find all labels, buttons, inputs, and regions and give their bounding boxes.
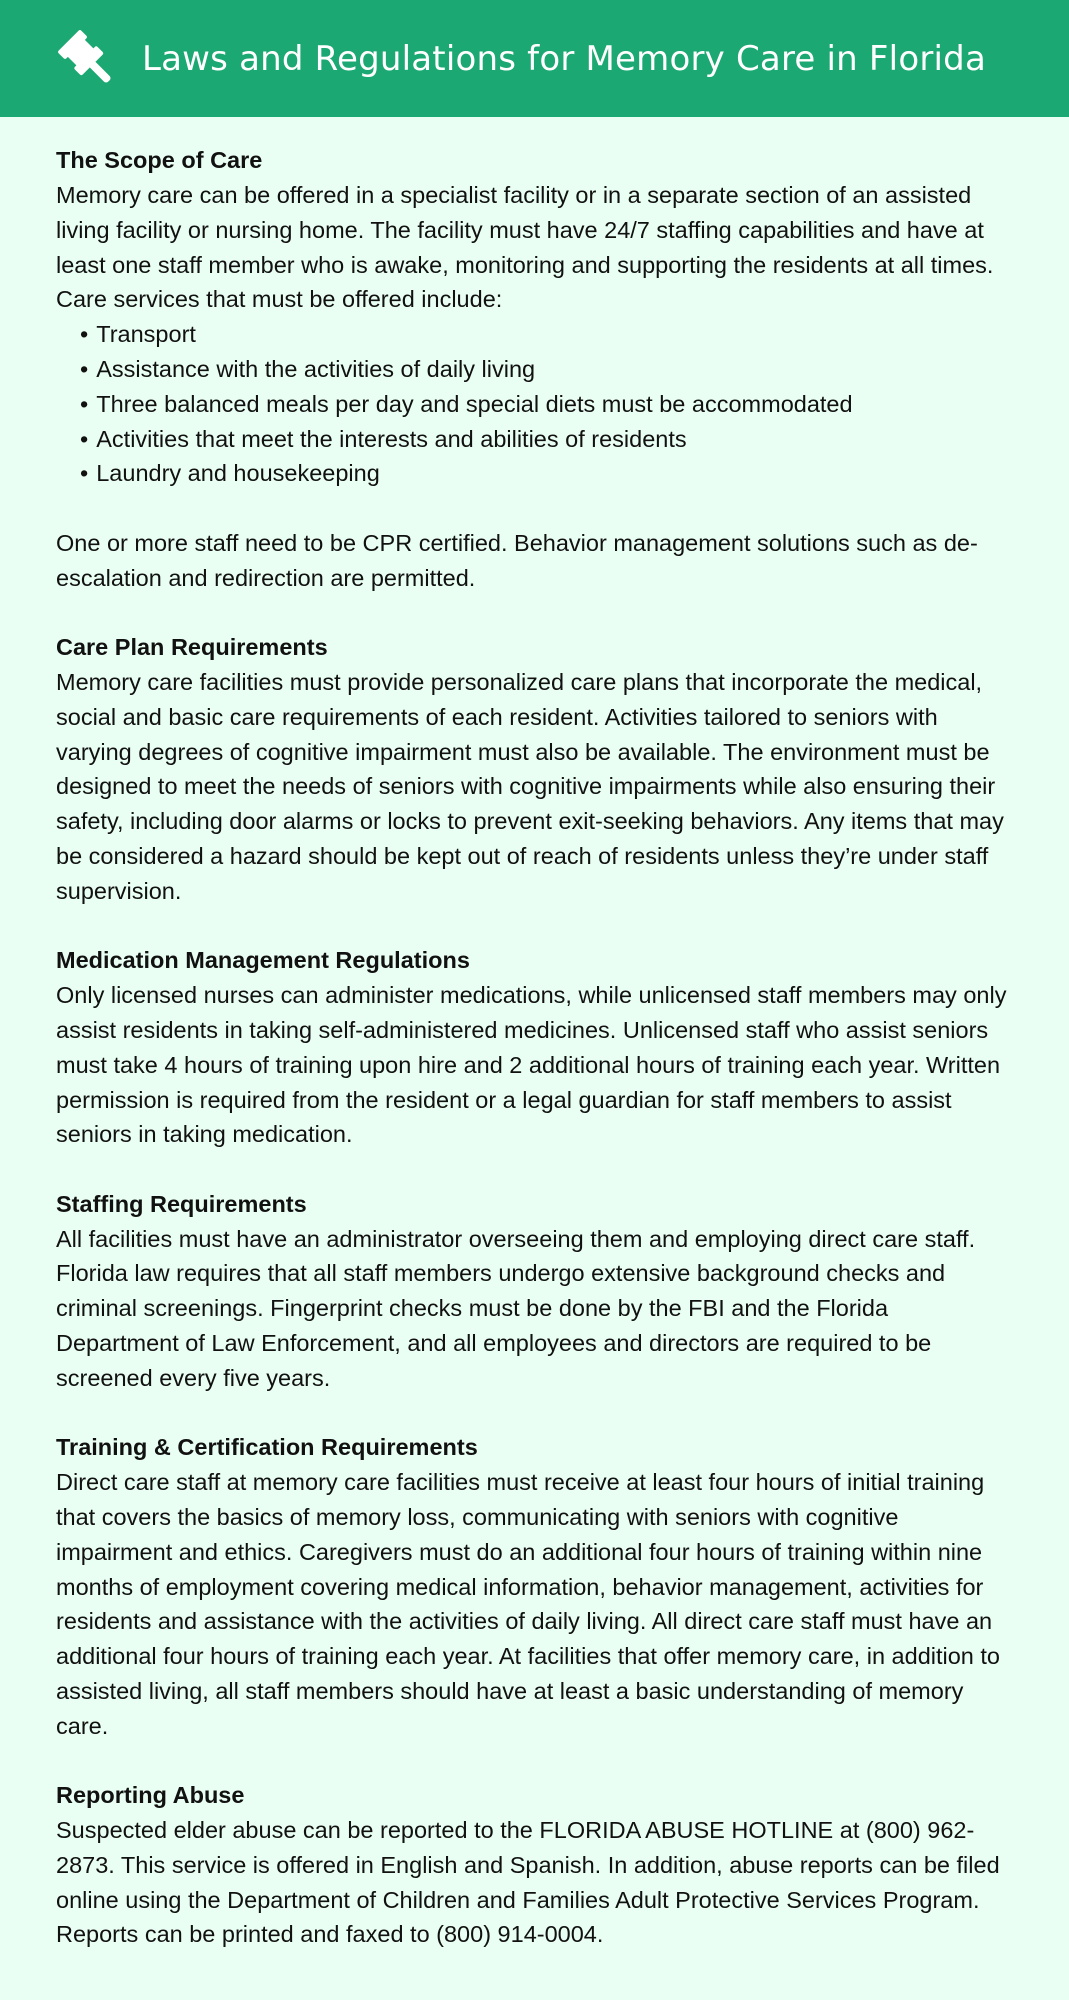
section-heading: The Scope of Care <box>56 147 263 173</box>
list-item: • Three balanced meals per day and special diets must be accommodated <box>80 387 1015 422</box>
list-item: • Assistance with the activities of daily living <box>80 352 1015 387</box>
section-paragraph: Only licensed nurses can administer medications, while unlicensed staff members may only assist residents in taking self-administered medicines. Unlicensed staff who assist seniors must take 4 hours of training upon hire and 2 additional hours of training each year. Written permission is required from the resident or a legal guardian for staff members to assist seniors in taking medication. <box>56 982 1007 1148</box>
section-paragraph: All facilities must have an administrator overseeing them and employing direct care staff. Florida law requires that all staff members undergo extensive background checks and criminal screenings. Fingerprint checks must be done by the FBI and the Florida Department of Law Enforcement, and all employees and directors are required to be screened every five years. <box>56 1225 976 1391</box>
section-paragraph: Suspected elder abuse can be reported to the FLORIDA ABUSE HOTLINE at (800) 962-2873. This service is offered in English and Spanish. In addition, abuse reports can be filed online using the Department of Children and Families Adult Protective Services Program. Reports can be printed and faxed to (800) 914-0004. <box>56 1816 1000 1948</box>
section-heading: Staffing Requirements <box>56 1190 307 1217</box>
document-body <box>0 117 1069 1952</box>
page-title: Laws and Regulations for Memory Care in Florida <box>142 38 986 79</box>
section-heading: Reporting Abuse <box>56 1781 245 1808</box>
section-scope-of-care <box>56 143 1015 596</box>
section-paragraph: Direct care staff at memory care facilities must receive at least four hours of initial training that covers the basics of memory loss, communicating with seniors with cognitive impairment and ethics. Caregivers must do an additional four hours of training within nine months of employment covering medical information, behavior management, activities for residents and assistance with the activities of daily living. All direct care staff must have an additional four hours of training each year. At facilities that offer memory care, in addition to assisted living, all staff members should have at least a basic understanding of memory care. <box>56 1469 1001 1739</box>
section-heading: Training & Certification Requirements <box>56 1434 478 1461</box>
section-training-certification <box>56 1430 1015 1743</box>
list-item: • Transport <box>80 317 1015 352</box>
list-item: • Activities that meet the interests and abilities of residents <box>80 422 1015 457</box>
gavel-icon <box>54 26 120 92</box>
section-paragraph: One or more staff need to be CPR certified. Behavior management solutions such as de-escalation and redirection are permitted. <box>56 529 978 591</box>
section-paragraph: Memory care can be offered in a specialist facility or in a separate section of an assisted living facility or nursing home. The facility must have 24/7 staffing capabilities and have at least one staff member who is awake, monitoring and supporting the residents at all times. Care services that must be offered include: <box>56 182 994 313</box>
section-reporting-abuse <box>56 1778 1015 1952</box>
section-heading: Care Plan Requirements <box>56 634 328 661</box>
section-staffing <box>56 1187 1015 1396</box>
section-heading: Medication Management Regulations <box>56 947 470 974</box>
section-medication-management <box>56 943 1015 1152</box>
care-services-list <box>56 317 1015 491</box>
page-header <box>0 0 1069 117</box>
section-paragraph: Memory care facilities must provide personalized care plans that incorporate the medical, social and basic care requirements of each resident. Activities tailored to seniors with varying degrees of cognitive impairment must also be available. The environment must be designed to meet the needs of seniors with cognitive impairments while also ensuring their safety, including door alarms or locks to prevent exit-seeking behaviors. Any items that may be considered a hazard should be kept out of reach of residents unless they’re under staff supervision. <box>56 669 1004 904</box>
list-item: • Laundry and housekeeping <box>80 456 1015 491</box>
section-care-plan <box>56 630 1015 909</box>
